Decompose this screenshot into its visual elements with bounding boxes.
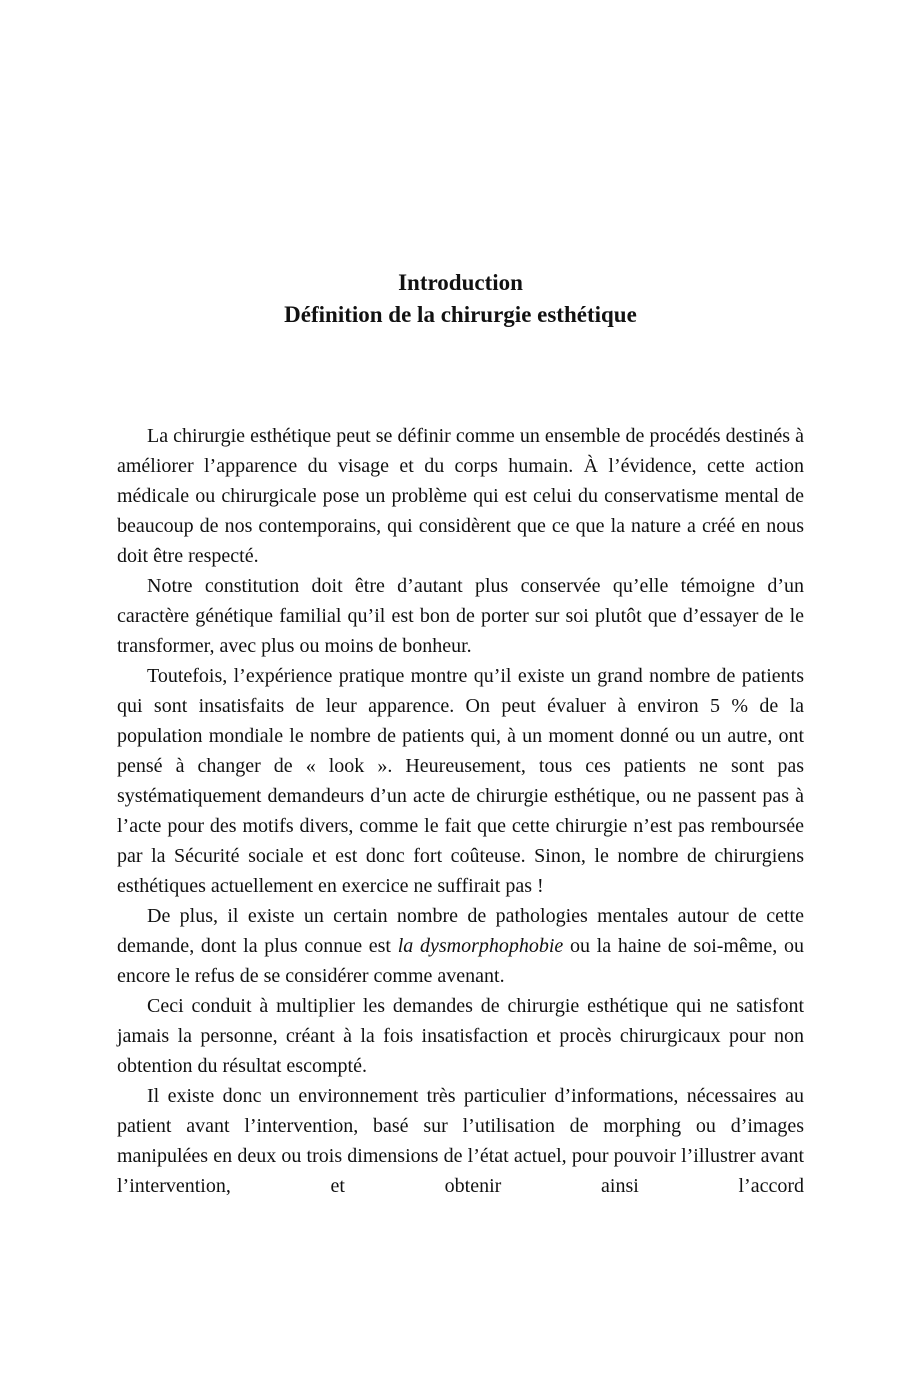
chapter-title: Introduction	[398, 270, 523, 295]
paragraph-text: De plus, il existe un certain nombre de pathologies mentales autour de cette demande, dont la plus connue est	[117, 905, 804, 957]
emphasized-term: la dysmorphophobie	[397, 935, 564, 957]
paragraph-text: ou la haine de soi-même, ou encore le refus de se considérer comme avenant.	[117, 935, 804, 987]
paragraph: Notre constitution doit être d’autant plus conservée qu’elle témoigne d’un caractère génétique familial qu’il est bon de porter sur soi plutôt que d’essayer de le transformer, avec plus ou moins de bonheur.	[117, 575, 804, 657]
paragraph	[117, 901, 804, 991]
body-text	[117, 421, 804, 1201]
paragraph: Il existe donc un environnement très particulier d’informations, nécessaires au patient avant l’intervention, basé sur l’utilisation de morphing ou d’images manipulées en deux ou trois dimensions de l’état actuel, pour pouvoir l’illustrer avant l’intervention, et obtenir ainsi l’accord	[117, 1085, 804, 1197]
paragraph: Ceci conduit à multiplier les demandes de chirurgie esthétique qui ne satisfont jamais la personne, créant à la fois insatisfaction et procès chirurgicaux pour non obtention du résultat escompté.	[117, 995, 804, 1077]
paragraph: La chirurgie esthétique peut se définir comme un ensemble de procédés destinés à améliorer l’apparence du visage et du corps humain. À l’évidence, cette action médicale ou chirurgicale pose un problème qui est celui du conservatisme mental de beaucoup de nos contemporains, qui considèrent que ce que la nature a créé en nous doit être respecté.	[117, 425, 804, 567]
chapter-subtitle: Définition de la chirurgie esthétique	[284, 302, 637, 327]
paragraph: Toutefois, l’expérience pratique montre qu’il existe un grand nombre de patients qui sont insatisfaits de leur apparence. On peut évaluer à environ 5 % de la population mondiale le nombre de patients qui, à un moment donné ou un autre, ont pensé à changer de « look ». Heureusement, tous ces patients ne sont pas systématiquement demandeurs d’un acte de chirurgie esthétique, ou ne passent pas à l’acte pour des motifs divers, comme le fait que cette chirurgie n’est pas remboursée par la Sécurité sociale et est donc fort coûteuse. Sinon, le nombre de chirurgiens esthétiques actuellement en exercice ne suffirait pas !	[117, 665, 804, 897]
chapter-heading	[0, 267, 921, 331]
